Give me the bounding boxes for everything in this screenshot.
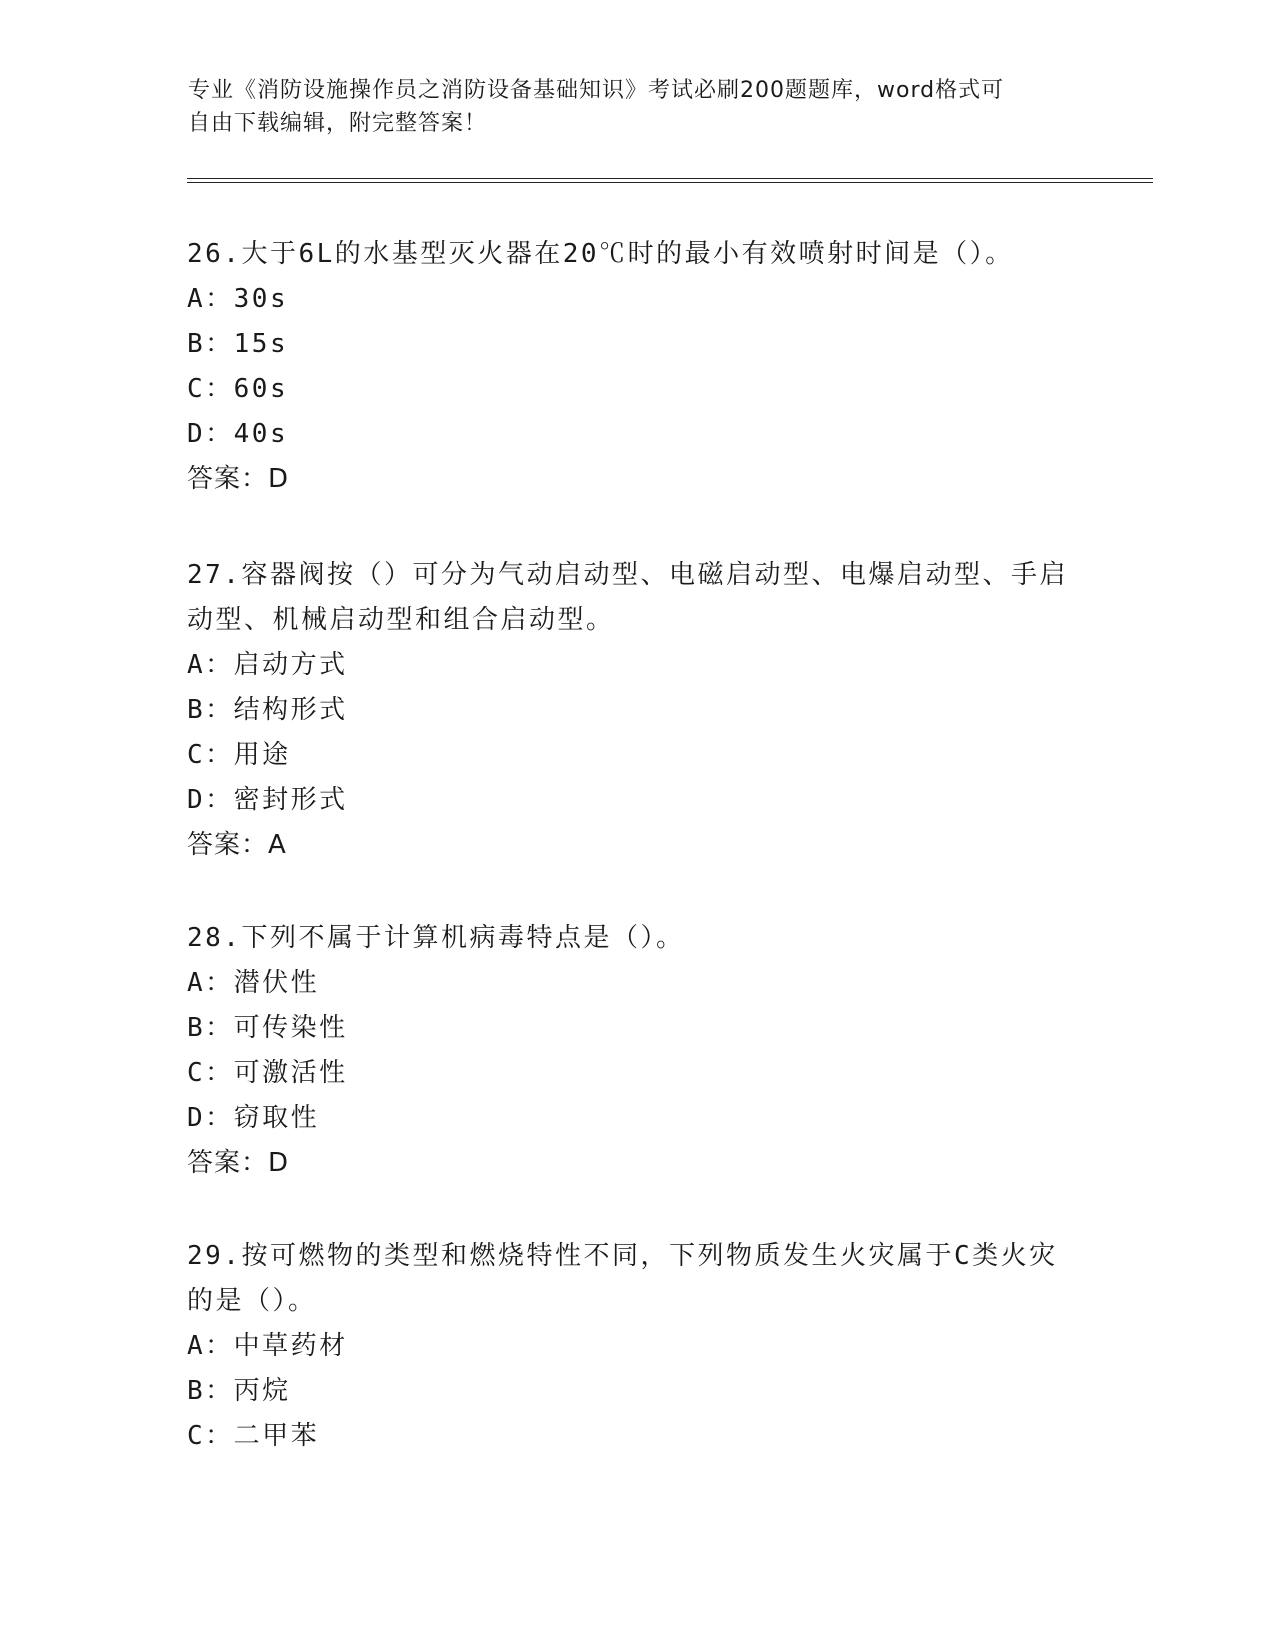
option-b: B：可传染性 (187, 1013, 348, 1043)
option-a: A：潜伏性 (187, 968, 320, 998)
answer: 答案：D (187, 464, 290, 494)
question-text: 26.大于6L的水基型灭火器在20℃时的最小有效喷射时间是（）。 (187, 239, 1014, 269)
option-b: B：结构形式 (187, 695, 348, 725)
option-d: D：40s (187, 419, 289, 449)
document-header (188, 74, 1068, 140)
question-26 (187, 232, 1087, 502)
option-b: B：15s (187, 329, 289, 359)
option-c: C：用途 (187, 740, 291, 770)
option-d: D：窃取性 (187, 1103, 320, 1133)
answer: 答案：D (187, 1148, 290, 1178)
header-divider-bottom (187, 182, 1153, 183)
question-29 (187, 1234, 1087, 1459)
question-28 (187, 916, 1087, 1186)
question-text-line-2: 动型、机械启动型和组合启动型。 (187, 605, 615, 635)
header-divider-top (187, 178, 1153, 179)
option-d: D：密封形式 (187, 785, 348, 815)
option-a: A：中草药材 (187, 1331, 348, 1361)
header-line-1: 专业《消防设施操作员之消防设备基础知识》考试必刷200题题库，word格式可 (188, 78, 1005, 103)
answer: 答案：A (187, 830, 287, 860)
option-c: C：可激活性 (187, 1058, 348, 1088)
option-a: A：30s (187, 284, 289, 314)
question-text: 28.下列不属于计算机病毒特点是（）。 (187, 923, 685, 953)
question-27 (187, 553, 1087, 868)
option-c: C：60s (187, 374, 289, 404)
option-c: C：二甲苯 (187, 1421, 320, 1451)
option-b: B：丙烷 (187, 1376, 291, 1406)
header-line-2: 自由下载编辑，附完整答案！ (188, 111, 488, 136)
question-text-line-1: 29.按可燃物的类型和燃烧特性不同，下列物质发生火灾属于C类火灾 (187, 1241, 1058, 1271)
option-a: A：启动方式 (187, 650, 348, 680)
question-text-line-1: 27.容器阀按（）可分为气动启动型、电磁启动型、电爆启动型、手启 (187, 560, 1068, 590)
question-text-line-2: 的是（）。 (187, 1286, 317, 1316)
